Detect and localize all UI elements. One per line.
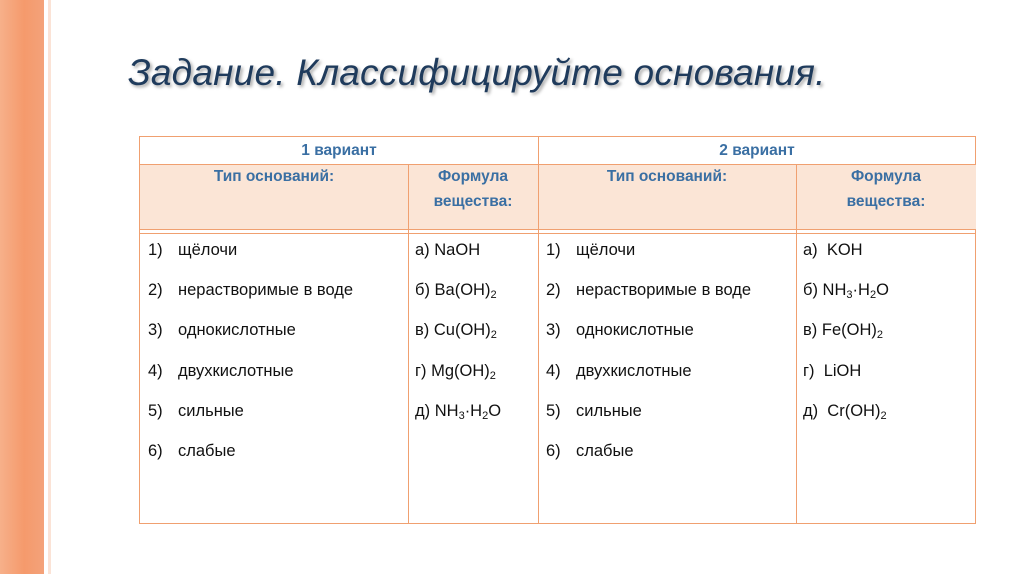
grid-line: [140, 164, 976, 165]
variant-1-formula-header: [408, 167, 538, 217]
list-item: д) $NH_3\cdot H_2O$: [415, 401, 502, 422]
decorative-side-bar: [0, 0, 44, 574]
list-item: г) $Mg(OH)_2$: [415, 361, 496, 382]
list-item: 2) нерастворимые в воде: [148, 281, 354, 300]
list-item: в) $Cu(OH)_2$: [415, 321, 497, 342]
formula-header-line-1: Формула: [850, 168, 922, 185]
grid-line: [140, 229, 976, 230]
formula-header-line-2: вещества:: [846, 193, 926, 210]
list-item: г) LiOH: [803, 361, 862, 380]
list-item: 5) сильные: [546, 401, 642, 420]
list-item: б) $NH_3\cdot H_2O$: [803, 281, 889, 302]
list-item: 4) двухкислотные: [148, 361, 294, 380]
list-item: 6) слабые: [148, 441, 236, 460]
variant-2-formulas-list: [803, 239, 889, 440]
list-item: д) $Cr(OH)_2$: [803, 401, 887, 422]
slide-title: Задание. Классифицируйте основания.: [128, 52, 826, 93]
variant-2-types-list: [546, 239, 751, 480]
variant-2-formula-header: [796, 167, 976, 217]
grid-line: [408, 165, 409, 524]
list-item: 3) однокислотные: [148, 321, 296, 340]
list-item: а) NaOH: [415, 241, 481, 259]
formula-header-line-1: Формула: [437, 168, 509, 185]
classification-table: [139, 136, 976, 524]
variant-1-type-header: Тип оснований:: [213, 168, 335, 185]
variant-2-type-header: Тип оснований:: [606, 168, 728, 185]
grid-line: [538, 137, 539, 524]
variant-1-formulas-list: [415, 239, 501, 440]
decorative-side-line: [48, 0, 51, 574]
grid-line: [140, 233, 976, 234]
list-item: 6) слабые: [546, 441, 634, 460]
list-item: 3) однокислотные: [546, 321, 694, 340]
grid-line: [796, 165, 797, 524]
list-item: 1) щёлочи: [148, 241, 238, 259]
list-item: 5) сильные: [148, 401, 244, 420]
list-item: 1) щёлочи: [546, 241, 636, 259]
variant-1-label: 1 вариант: [301, 142, 377, 159]
formula-header-line-2: вещества:: [433, 193, 513, 210]
list-item: а) KOH: [803, 241, 863, 259]
variant-2-label: 2 вариант: [719, 142, 795, 159]
list-item: в) $Fe(OH)_2$: [803, 321, 883, 342]
list-item: 4) двухкислотные: [546, 361, 692, 380]
list-item: 2) нерастворимые в воде: [546, 281, 752, 300]
variant-1-types-list: [148, 239, 353, 480]
list-item: б) $Ba(OH)_2$: [415, 281, 497, 302]
